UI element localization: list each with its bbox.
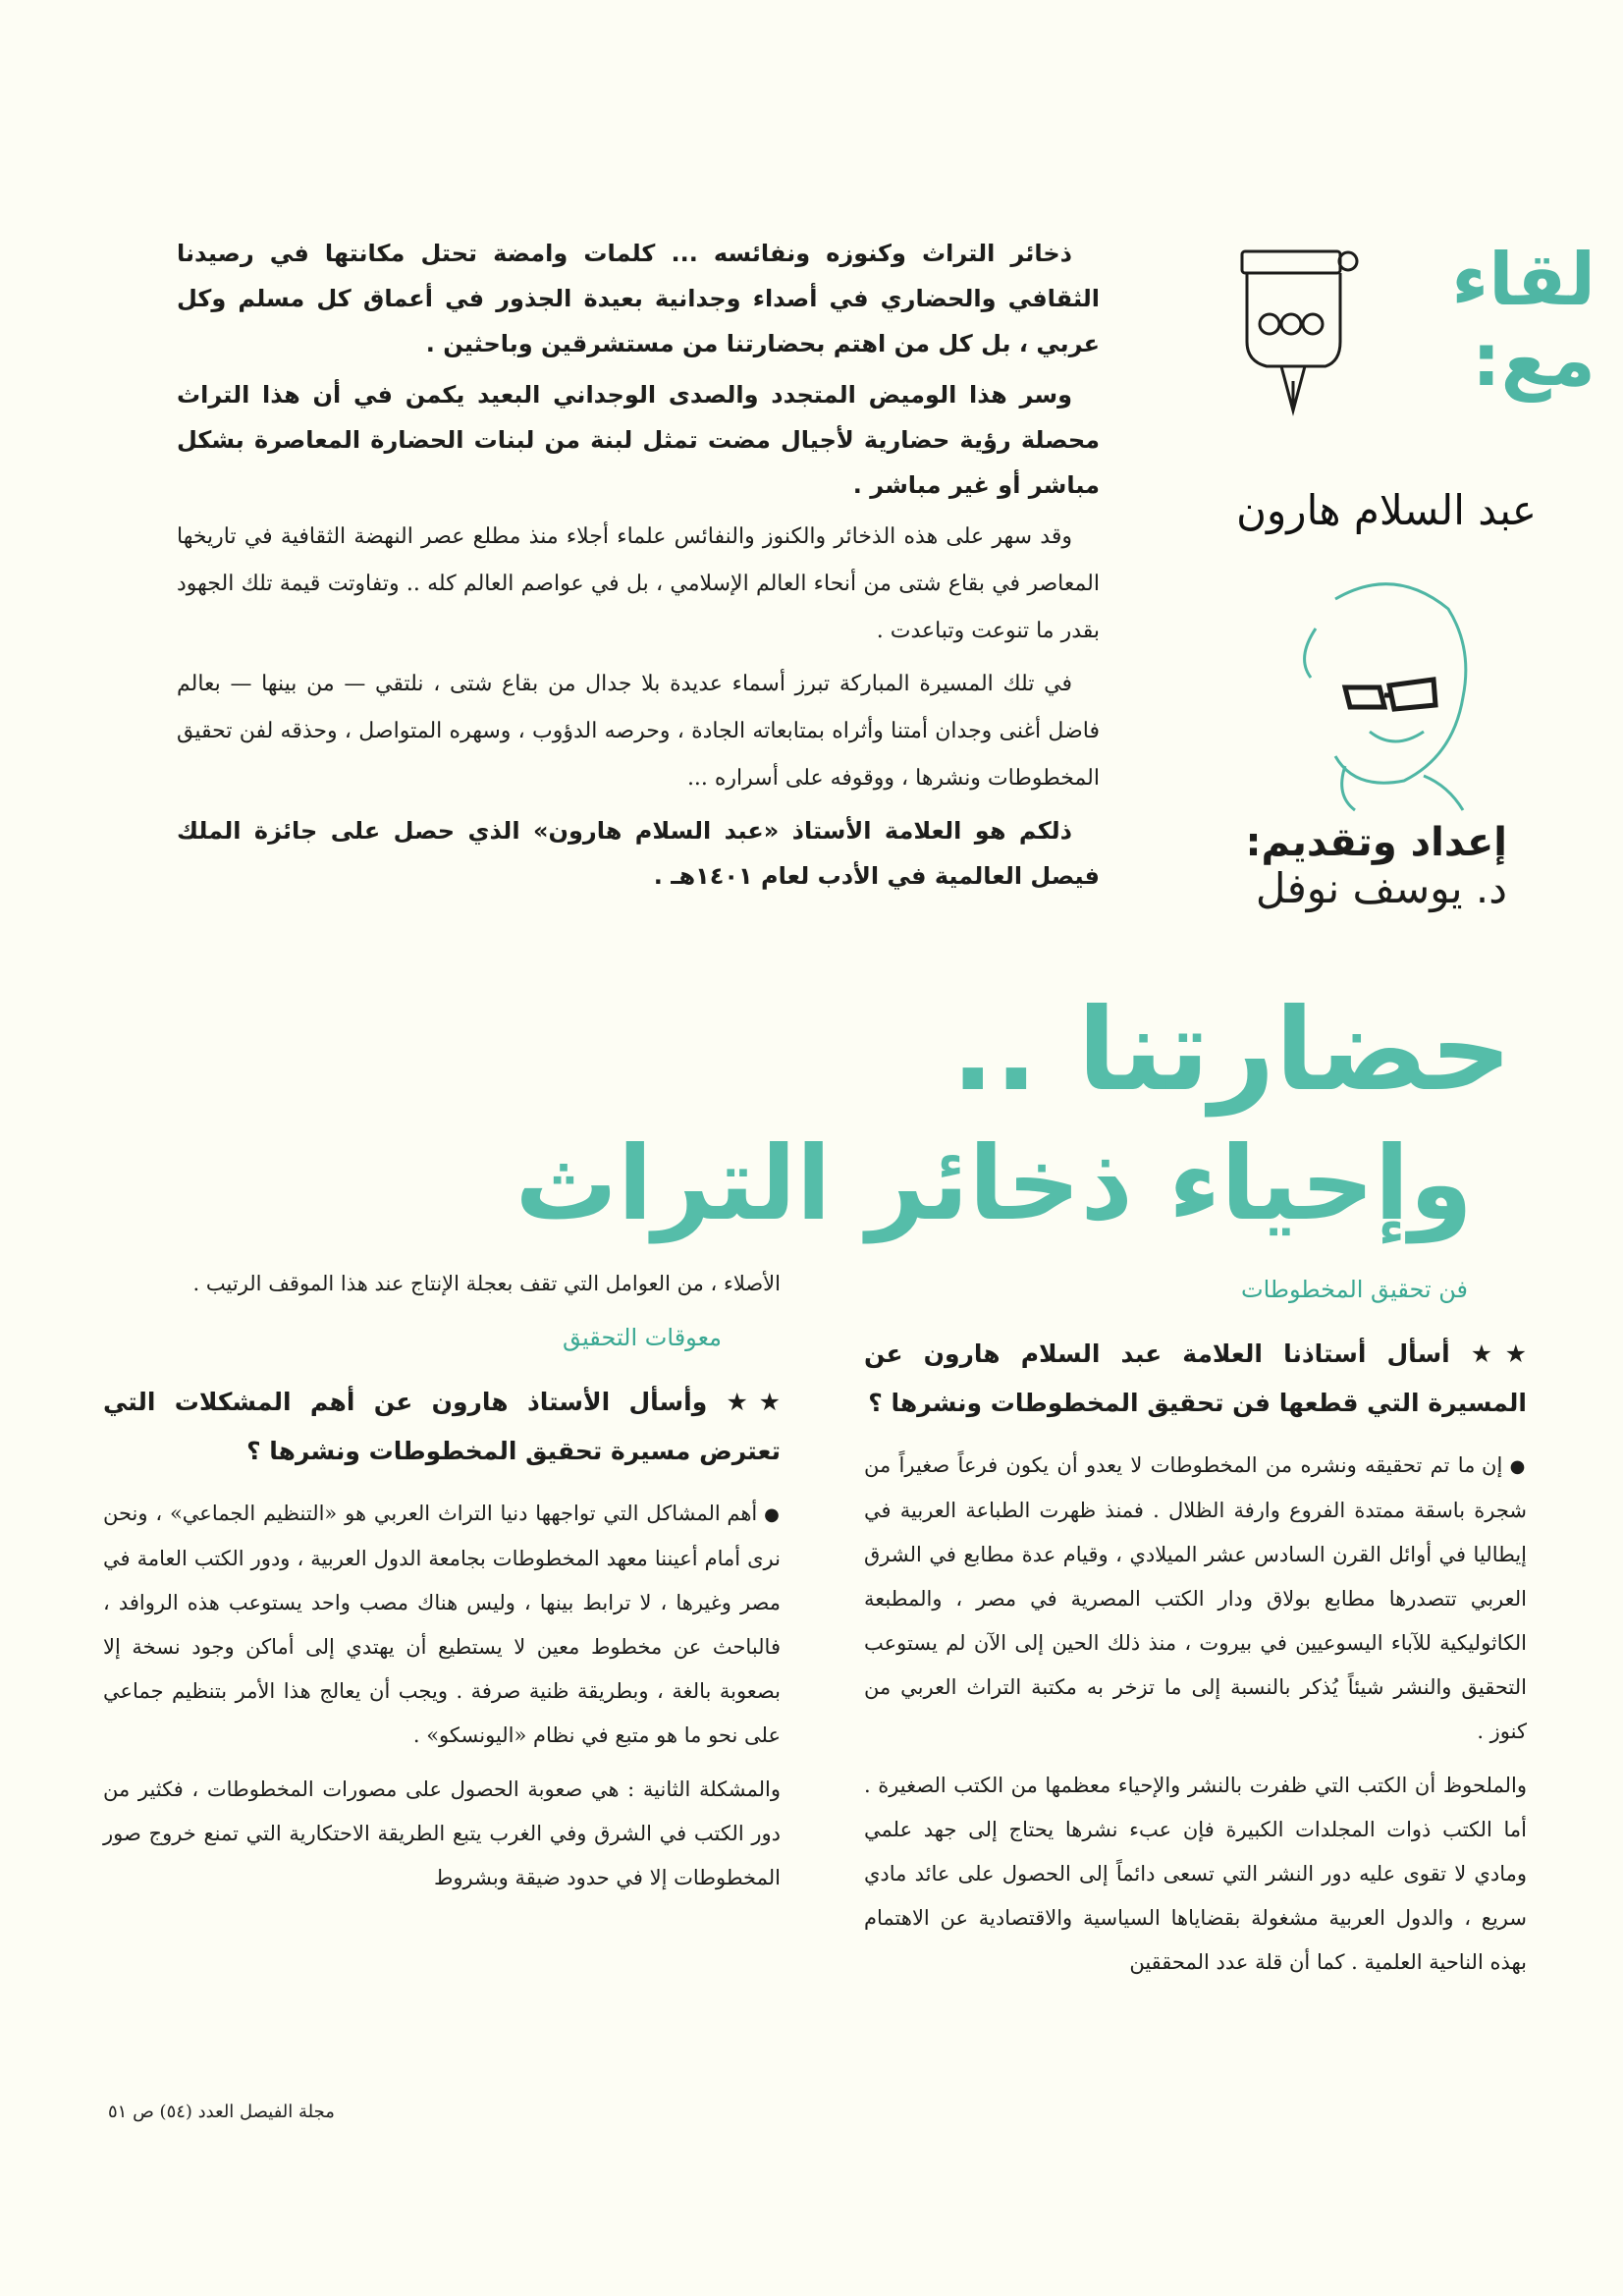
right-column bbox=[864, 1262, 1527, 1995]
article-title-line-1: حضارتنا .. bbox=[950, 984, 1512, 1117]
intro-paragraph-3: وقد سهر على هذه الذخائر والكنوز والنفائس علماء أجلاء منذ مطلع عصر النهضة الثقافية في تاريخها المعاصر في بقاع شتى من أنحاء العالم الإسلامي ، بل في عواصم العالم كله .. وتفاوتت قيمة تلك الجهود بقدر ما تنوعت وتباعدت . bbox=[177, 524, 1100, 643]
question-2: ★★ وأسأل الأستاذ هارون عن أهم المشكلات التي تعترض مسيرة تحقيق المخطوطات ونشرها ؟ bbox=[103, 1388, 781, 1465]
prepared-by-label: إعداد وتقديم: bbox=[1245, 820, 1507, 865]
intro-paragraph-1: ذخائر التراث وكنوزه ونفائسه ... كلمات وامضة تحتل مكانتها في رصيدنا الثقافي والحضاري في أصداء وجدانية بعيدة الجذور في أعماق كل مسلم وكل عربي ، بل كل من اهتم بحضارتنا من مستشرقين وباحثين . bbox=[177, 240, 1100, 357]
prepared-by-name: د. يوسف نوفل bbox=[1255, 864, 1507, 912]
section-heading-obstacles: معوقات التحقيق bbox=[563, 1324, 722, 1351]
answer-2-paragraph-2: والمشكلة الثانية : هي صعوبة الحصول على مصورات المخطوطات ، فكثير من دور الكتب في الشرق وفي الغرب يتبع الطريقة الاحتكارية التي تمنع خروج صور المخطوطات إلا في حدود ضيقة وبشروط bbox=[103, 1777, 781, 1889]
page-footer: مجلة الفيصل العدد (٥٤) ص ٥١ bbox=[108, 2102, 335, 2122]
continuation-text: الأصلاء ، من العوامل التي تقف بعجلة الإنتاج عند هذا الموقف الرتيب . bbox=[192, 1272, 781, 1295]
interview-logo bbox=[1222, 238, 1596, 430]
logo-word-with: مع: bbox=[1472, 318, 1596, 403]
question-1: ★★ أسأل أستاذنا العلامة عبد السلام هارون عن المسيرة التي قطعها فن تحقيق المخطوطات ونشرها ؟ bbox=[864, 1339, 1527, 1417]
logo-word-meeting: لقاء bbox=[1451, 238, 1596, 322]
intro-text bbox=[177, 231, 1100, 904]
article-title-line-2: وإحياء ذخائر التراث bbox=[514, 1123, 1473, 1243]
left-column bbox=[103, 1262, 781, 1910]
section-heading-manuscript-editing: فن تحقيق المخطوطات bbox=[1240, 1276, 1468, 1303]
guest-name: عبد السلام هارون bbox=[1236, 486, 1537, 534]
intro-paragraph-4: في تلك المسيرة المباركة تبرز أسماء عديدة بلا جدال من بقاع شتى ، نلتقي — من بينها — بعالم فاضل أغنى وجدان أمتنا وأثراه بمتابعاته الجادة ، وحرصه الدؤوب ، وسهره المتواصل ، وحذقه لفن تحقيق المخطوطات ونشرها ، ووقوفه على أسراره ... bbox=[177, 672, 1100, 791]
portrait-sketch bbox=[1276, 570, 1492, 815]
hand-holding-pen-icon bbox=[1222, 244, 1370, 420]
article-title bbox=[88, 982, 1512, 1247]
intro-paragraph-2: وسر هذا الوميض المتجدد والصدى الوجداني البعيد يكمن في أن هذا التراث محصلة رؤية حضارية لأجيال مضت تمثل لبنة من لبنات الحضارة المعاصرة بشكل مباشر أو غير مباشر . bbox=[177, 381, 1100, 499]
answer-1-paragraph-2: والملحوظ أن الكتب التي ظفرت بالنشر والإحياء معظمها من الكتب الصغيرة . أما الكتب ذوات المجلدات الكبيرة فإن عبء نشرها يحتاج إلى جهد علمي ومادي لا تقوى عليه دور النشر التي تسعى دائماً إلى الحصول على عائد مادي سريع ، والدول العربية مشغولة بقضاياها السياسية والاقتصادية عن الاهتمام بهذه الناحية العلمية . كما أن قلة عدد المحققين bbox=[864, 1774, 1527, 1974]
answer-1-paragraph-1: ● إن ما تم تحقيقه ونشره من المخطوطات لا يعدو أن يكون فرعاً صغيراً من شجرة باسقة ممتدة الفروع وارفة الظلال . فمنذ ظهرت الطباعة العربية في إيطاليا في أوائل القرن السادس عشر الميلادي ، وقيام عدة مطابع في الشرق العربي تتصدرها مطابع بولاق ودار الكتب المصرية في مصر ، والمطبعة الكاثوليكية للآباء اليسوعيين في بيروت ، منذ ذلك الحين إلى الآن لم يستوعب التحقيق والنشر شيئاً يُذكر بالنسبة إلى ما تزخر به مكتبة التراث العربي من كنوز . bbox=[864, 1444, 1527, 1754]
answer-2-paragraph-1: ● أهم المشاكل التي تواجهها دنيا التراث العربي هو «التنظيم الجماعي» ، ونحن نرى أمام أعيننا معهد المخطوطات بجامعة الدول العربية ، ودور الكتب العامة في مصر وغيرها ، لا ترابط بينها ، وليس هناك مصب واحد يستوعب هذه الروافد ، فالباحث عن مخطوط معين لا يستطيع أن يهتدي إلى أماكن وجود نسخة إلا بصعوبة بالغة ، وبطريقة ظنية صرفة . ويجب أن يعالج هذا الأمر بتنظيم جماعي على نحو ما هو متبع في نظام «اليونسكو» . bbox=[103, 1492, 781, 1758]
intro-paragraph-5: ذلكم هو العلامة الأستاذ «عبد السلام هارون» الذي حصل على جائزة الملك فيصل العالمية في الأدب لعام ١٤٠١هـ . bbox=[177, 817, 1100, 890]
